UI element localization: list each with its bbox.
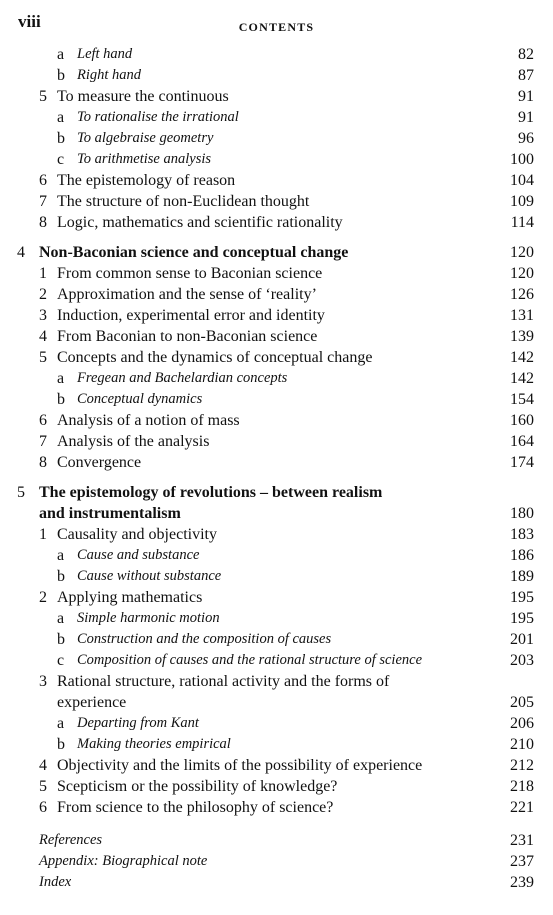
entry-page-number: 221 [510,799,534,816]
entry-number: 5 [39,778,47,795]
toc-entry [0,212,553,233]
toc-entry [0,431,553,452]
section-spacer [0,233,553,242]
entry-title: The epistemology of revolutions – between realism [39,484,383,501]
entry-title: References [39,832,103,848]
entry-page-number: 218 [510,778,534,795]
entry-number: 2 [39,589,47,606]
entry-number: b [57,130,65,147]
entry-title: Index [39,874,72,890]
entry-page-number: 231 [510,832,534,849]
entry-title: From Baconian to non-Baconian science [57,328,318,345]
entry-number: 5 [39,88,47,105]
entry-page-number: 139 [510,328,534,345]
entry-page-number: 131 [510,307,534,324]
toc-backmatter-entry [0,830,553,851]
entry-title: The epistemology of reason [57,172,236,189]
toc-entry [0,545,553,566]
toc-backmatter-entry [0,851,553,872]
entry-title: Right hand [77,67,142,83]
entry-title: Approximation and the sense of ‘reality’ [57,286,317,303]
entry-number: b [57,736,65,753]
toc-entry [0,191,553,212]
entry-number: 8 [39,214,47,231]
entry-page-number: 114 [510,214,534,231]
toc-entry [0,452,553,473]
entry-number: 5 [39,349,47,366]
entry-title: Scepticism or the possibility of knowledge? [57,778,338,795]
toc-backmatter-entry [0,872,553,893]
entry-page-number: 120 [510,244,534,261]
toc-entry [0,629,553,650]
toc-entry [0,650,553,671]
entry-number: 8 [39,454,47,471]
entry-number: 6 [39,799,47,816]
entry-title: Logic, mathematics and scientific rationality [57,214,343,231]
entry-page-number: 183 [510,526,534,543]
entry-page-number: 210 [510,736,534,753]
entry-number: 5 [17,484,25,501]
entry-page-number: 87 [518,67,534,84]
entry-page-number: 201 [510,631,534,648]
entry-title: Rational structure, rational activity and the forms of [57,673,390,690]
running-head: CONTENTS [238,20,315,34]
entry-page-number: 164 [510,433,534,450]
toc-entry [0,263,553,284]
toc-entry [0,128,553,149]
entry-page-number: 109 [510,193,534,210]
entry-page-number: 203 [510,652,534,669]
toc-entry [0,755,553,776]
entry-title: Making theories empirical [77,736,231,752]
toc-entry [0,734,553,755]
entry-number: 1 [39,265,47,282]
entry-page-number: 91 [518,109,534,126]
entry-number: b [57,391,65,408]
entry-page-number: 189 [510,568,534,585]
entry-number: b [57,67,65,84]
entry-title: The structure of non-Euclidean thought [57,193,310,210]
toc-entry [0,347,553,368]
entry-title: Fregean and Bachelardian concepts [77,370,288,386]
toc-entry [0,566,553,587]
entry-title: To measure the continuous [57,88,229,105]
entry-number: a [57,46,65,63]
toc-entry [0,713,553,734]
entry-page-number: 96 [518,130,534,147]
toc-entry [0,368,553,389]
entry-title: Objectivity and the limits of the possibility of experience [57,757,423,774]
toc-entry [0,797,553,818]
entry-title: From common sense to Baconian science [57,265,323,282]
toc-entry [0,389,553,410]
toc-chapter-entry [0,242,553,263]
entry-page-number: 195 [510,589,534,606]
entry-page-number: 142 [510,349,534,366]
entry-title: Convergence [57,454,142,471]
toc-entry [0,284,553,305]
entry-title: Conceptual dynamics [77,391,203,407]
entry-title: Simple harmonic motion [77,610,220,626]
page-number: viii [18,12,41,31]
entry-title: Induction, experimental error and identity [57,307,325,324]
entry-page-number: 174 [510,454,534,471]
entry-page-number: 104 [510,172,534,189]
table-of-contents [0,44,553,893]
entry-page-number: 100 [510,151,534,168]
section-spacer [0,473,553,482]
entry-title: To rationalise the irrational [77,109,239,125]
entry-title: Causality and objectivity [57,526,217,543]
entry-number: a [57,547,65,564]
toc-entry [0,305,553,326]
entry-number: a [57,109,65,126]
entry-number: b [57,631,65,648]
entry-number: a [57,715,65,732]
entry-number: 3 [39,307,47,324]
entry-page-number: 142 [510,370,534,387]
toc-entry [0,671,553,692]
entry-page-number: 120 [510,265,534,282]
entry-number: 4 [17,244,25,261]
entry-number: 2 [39,286,47,303]
entry-title: Appendix: Biographical note [39,853,208,869]
entry-number: 7 [39,193,47,210]
entry-title: Concepts and the dynamics of conceptual change [57,349,373,366]
toc-entry [0,608,553,629]
toc-entry [0,587,553,608]
entry-number: a [57,610,65,627]
toc-chapter-entry [0,503,553,524]
entry-page-number: 126 [510,286,534,303]
entry-title: Departing from Kant [77,715,199,731]
entry-title: Applying mathematics [57,589,203,606]
toc-entry [0,65,553,86]
entry-title: Construction and the composition of causes [77,631,332,647]
entry-page-number: 206 [510,715,534,732]
entry-number: c [57,652,65,669]
toc-entry [0,86,553,107]
entry-number: 3 [39,673,47,690]
entry-number: 6 [39,412,47,429]
toc-entry [0,326,553,347]
entry-page-number: 91 [518,88,534,105]
entry-title: Analysis of the analysis [57,433,210,450]
entry-title: and instrumentalism [39,505,181,522]
entry-number: 7 [39,433,47,450]
toc-entry [0,524,553,545]
page-header [0,10,553,40]
toc-chapter-entry [0,482,553,503]
entry-title: Non-Baconian science and conceptual change [39,244,349,261]
entry-page-number: 195 [510,610,534,627]
entry-title: Cause and substance [77,547,200,563]
toc-entry [0,692,553,713]
toc-entry [0,149,553,170]
entry-title: To algebraise geometry [77,130,214,146]
toc-entry [0,170,553,191]
entry-title: From science to the philosophy of science? [57,799,334,816]
entry-page-number: 186 [510,547,534,564]
entry-number: 4 [39,328,47,345]
entry-number: a [57,370,65,387]
toc-entry [0,776,553,797]
entry-page-number: 212 [510,757,534,774]
entry-number: 4 [39,757,47,774]
section-spacer [0,818,553,830]
toc-entry [0,107,553,128]
entry-page-number: 180 [510,505,534,522]
entry-page-number: 239 [510,874,534,891]
entry-page-number: 237 [510,853,534,870]
entry-number: 1 [39,526,47,543]
entry-title: Left hand [77,46,133,62]
entry-page-number: 160 [510,412,534,429]
entry-number: b [57,568,65,585]
entry-page-number: 205 [510,694,534,711]
entry-title: To arithmetise analysis [77,151,212,167]
entry-title: Analysis of a notion of mass [57,412,240,429]
entry-number: c [57,151,65,168]
entry-page-number: 82 [518,46,534,63]
toc-entry [0,410,553,431]
entry-page-number: 154 [510,391,534,408]
entry-title: Composition of causes and the rational structure of science [77,652,423,668]
entry-title: experience [57,694,127,711]
toc-entry [0,44,553,65]
entry-number: 6 [39,172,47,189]
entry-title: Cause without substance [77,568,222,584]
